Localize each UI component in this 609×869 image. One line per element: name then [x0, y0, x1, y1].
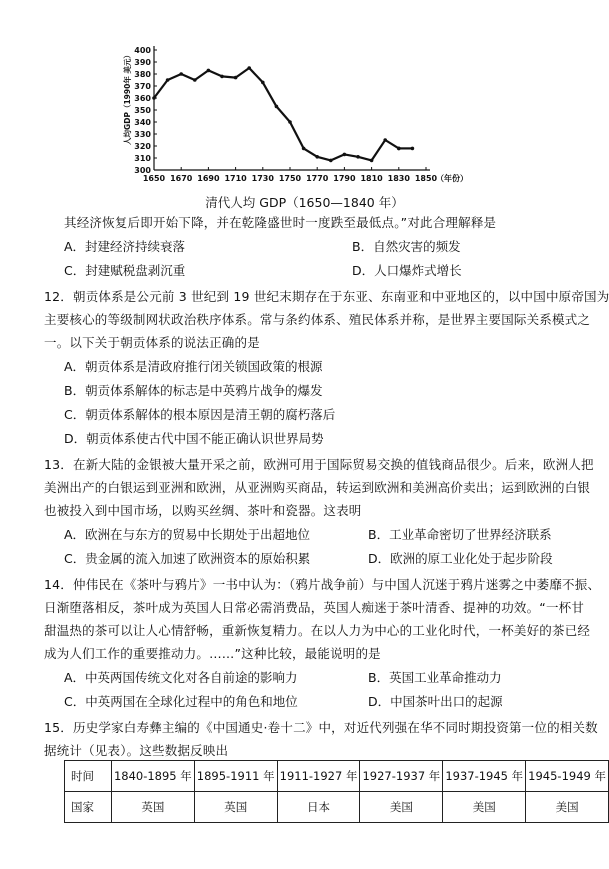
y-tick-label: 360	[134, 94, 151, 103]
x-tick-label: 1830	[387, 174, 410, 183]
q12-line-1: 12．朝贡体系是公元前 3 世纪到 19 世纪末期存在于东亚、东南亚和中亚地区的，以中国中原帝国为	[44, 289, 609, 304]
data-point	[288, 120, 292, 124]
y-tick-label: 320	[134, 142, 151, 151]
table-cell: 美国	[526, 792, 609, 823]
table-cell: 1927-1937 年	[360, 761, 443, 792]
data-point	[302, 147, 306, 151]
x-tick-label: 1770	[306, 174, 329, 183]
x-tick-label: 1850	[414, 174, 438, 183]
q11-stem: 其经济恢复后即开始下降，并在乾隆盛世时一度跌至最低点。”对此合理解释是	[64, 215, 497, 230]
data-point	[261, 81, 265, 85]
data-point	[383, 138, 387, 142]
q11-option-d: D．人口爆炸式增长	[352, 263, 462, 278]
chart-caption: 清代人均 GDP（1650—1840 年）	[205, 195, 404, 210]
table-cell: 国家	[65, 792, 112, 823]
table-cell: 美国	[360, 792, 443, 823]
q14-line-4: 成为人们工作的重要推动力。……”这种比较，最能说明的是	[44, 646, 381, 661]
data-point	[411, 147, 415, 151]
q12-line-2: 主要核心的等级制网状政治秩序体系。常与条约体系、殖民体系并称，是世界主要国际关系模式之	[44, 312, 591, 327]
table-cell: 1945-1949 年	[526, 761, 609, 792]
gdp-line-chart	[118, 40, 478, 200]
data-point	[329, 159, 333, 163]
table-cell: 英国	[111, 792, 194, 823]
data-point	[152, 96, 156, 100]
table-cell: 1895-1911 年	[194, 761, 277, 792]
y-tick-label: 380	[134, 70, 151, 79]
q13-option-d: D．欧洲的原工业化处于起步阶段	[368, 551, 553, 566]
q12-option-b: B．朝贡体系解体的标志是中英鸦片战争的爆发	[64, 383, 323, 398]
q14-option-a: A．中英两国传统文化对各自前途的影响力	[64, 670, 298, 685]
y-tick-label: 340	[134, 118, 151, 127]
q11-option-a: A．封建经济持续衰落	[64, 239, 186, 254]
data-point	[356, 155, 360, 159]
data-point	[234, 76, 238, 80]
data-point	[397, 147, 401, 151]
table-cell: 1937-1945 年	[443, 761, 526, 792]
y-axis-label: 人均GDP（1990年 美元）	[123, 51, 132, 145]
q12-option-a: A．朝贡体系是清政府推行闭关锁国政策的根源	[64, 359, 323, 374]
q13-line-3: 也被投入到中国市场，以购买丝绸、茶叶和瓷器。这表明	[44, 503, 362, 518]
table-cell: 时间	[65, 761, 112, 792]
x-tick-label: 1690	[197, 174, 220, 183]
q14-line-2: 日渐堕落相反，茶叶成为英国人日常必需消费品，英国人痴迷于茶叶清香、提神的功效。“一杯甘	[44, 600, 585, 615]
q13-line-2: 美洲出产的白银运到亚洲和欧洲，从亚洲购买商品，转运到欧洲和美洲高价卖出；运到欧洲的白银	[44, 480, 591, 495]
q11-option-b: B．自然灾害的频发	[352, 239, 461, 254]
x-tick-label: 1650	[142, 174, 166, 183]
q14-option-b: B．英国工业革命推动力	[368, 670, 502, 685]
table-row	[65, 792, 609, 823]
q14-line-1: 14．仲伟民在《茶叶与鸦片》一书中认为：（鸦片战争前）与中国人沉迷于鸦片迷雾之中萎靡不振、	[44, 577, 601, 592]
y-tick-label: 390	[134, 58, 151, 67]
data-point	[247, 66, 251, 70]
data-point	[343, 153, 347, 157]
q12-option-d: D．朝贡体系使古代中国不能正确认识世界局势	[64, 431, 324, 446]
q13-option-c: C．贵金属的流入加速了欧洲资本的原始积累	[64, 551, 311, 566]
x-tick-label: 1730	[251, 174, 274, 183]
q11-option-c: C．封建赋税盘剥沉重	[64, 263, 186, 278]
q13-line-1: 13．在新大陆的金银被大量开采之前，欧洲可用于国际贸易交换的值钱商品很少。后来，欧洲人把	[44, 457, 594, 472]
q13-option-b: B．工业革命密切了世界经济联系	[368, 527, 552, 542]
x-axis-label: （年份）	[436, 174, 468, 183]
series-line	[154, 68, 399, 160]
table-cell: 1911-1927 年	[277, 761, 360, 792]
data-point	[193, 78, 197, 82]
y-tick-label: 350	[134, 106, 151, 115]
table-cell: 1840-1895 年	[111, 761, 194, 792]
table-header-row	[65, 761, 609, 792]
data-point	[179, 72, 183, 76]
y-tick-label: 310	[134, 154, 151, 163]
data-point	[166, 78, 170, 82]
q15-line-1: 15．历史学家白寿彝主编的《中国通史·卷十二》中，对近代列强在华不同时期投资第一位的相关数	[44, 720, 598, 735]
q13-option-a: A．欧洲在与东方的贸易中长期处于出超地位	[64, 527, 311, 542]
data-point	[207, 69, 211, 73]
table-cell: 美国	[443, 792, 526, 823]
y-tick-label: 330	[134, 130, 151, 139]
x-tick-label: 1790	[333, 174, 356, 183]
q14-option-c: C．中英两国在全球化过程中的角色和地位	[64, 694, 298, 709]
q15-line-2: 据统计（见表）。这些数据反映出	[44, 743, 229, 758]
q14-line-3: 甜温热的茶可以让人心情舒畅，重新恢复精力。在以人力为中心的工业化时代，一杯美好的茶已经	[44, 623, 591, 638]
q12-line-3: 一。以下关于朝贡体系的说法正确的是	[44, 335, 260, 350]
x-tick-label: 1750	[278, 174, 302, 183]
data-point	[370, 159, 374, 163]
y-tick-label: 400	[134, 46, 151, 55]
data-point	[315, 155, 319, 159]
investment-table	[64, 760, 609, 823]
table-cell: 日本	[277, 792, 360, 823]
x-tick-label: 1670	[170, 174, 193, 183]
x-tick-label: 1810	[360, 174, 383, 183]
q14-option-d: D．中国茶叶出口的起源	[368, 694, 503, 709]
table-cell: 英国	[194, 792, 277, 823]
x-tick-label: 1710	[224, 174, 247, 183]
q12-option-c: C．朝贡体系解体的根本原因是清王朝的腐朽落后	[64, 407, 336, 422]
data-point	[275, 105, 279, 109]
y-tick-label: 300	[134, 166, 151, 175]
data-point	[220, 75, 224, 79]
y-tick-label: 370	[134, 82, 151, 91]
